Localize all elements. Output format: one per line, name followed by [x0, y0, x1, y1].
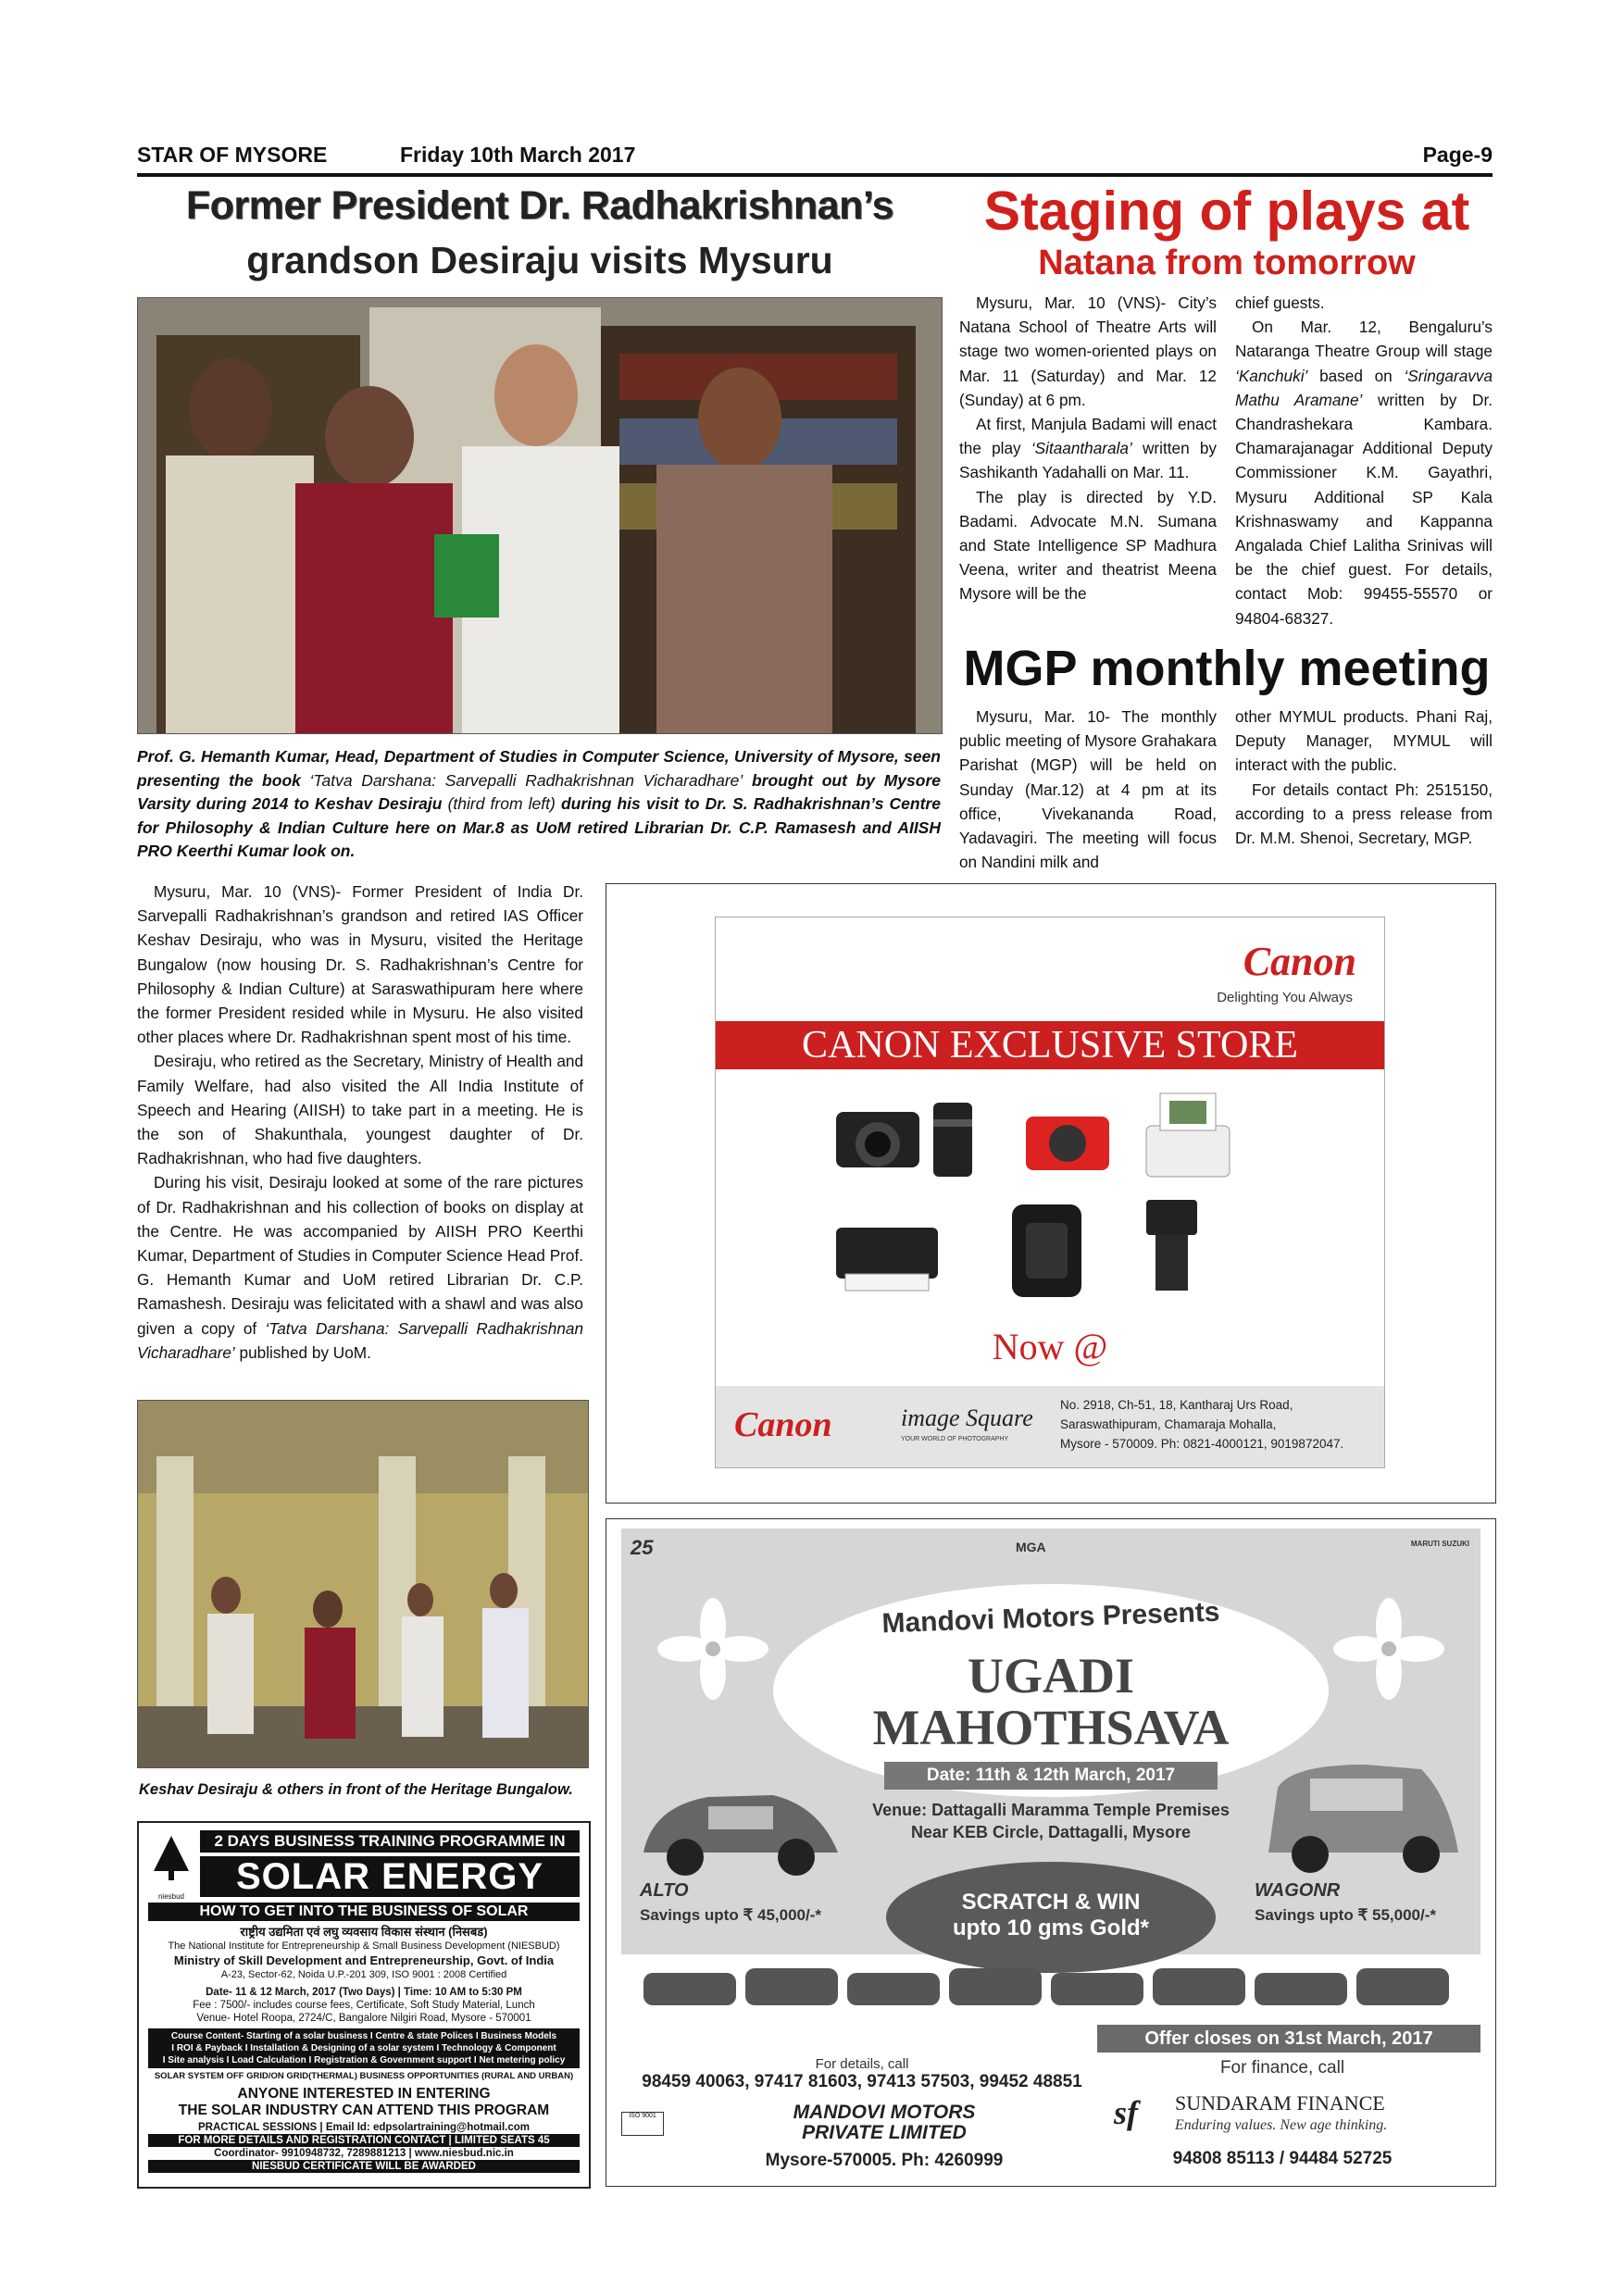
- story3-col-a: [959, 705, 1217, 874]
- solar-line18: FOR MORE DETAILS AND REGISTRATION CONTACT | LIMITED SEATS 45: [148, 2134, 580, 2147]
- zoom-lens-icon: [933, 1103, 972, 1177]
- alto-savings: Savings upto ₹ 45,000/-*: [640, 1906, 821, 1924]
- compact-camera-icon: [1026, 1117, 1109, 1170]
- solar-line4: राष्ट्रीय उद्यमिता एवं लघु व्यवसाय विकास संस्थान (निसबड): [240, 1925, 488, 1939]
- story1-body: [137, 880, 583, 1365]
- finance-label: For finance, call: [1219, 2058, 1345, 2078]
- image-square-sub: YOUR WORLD OF PHOTOGRAPHY: [901, 1436, 1009, 1442]
- solar-line7: A-23, Sector-62, Noida U.P.-201 309, ISO 9001 : 2008 Certified: [220, 1968, 507, 1980]
- story2-play-title: ‘Kanchuki’: [1235, 366, 1308, 385]
- solar-line13: I Site analysis I Load Calculation I Registration & Government support I Net metering policy: [162, 2055, 566, 2065]
- solar-line5: The National Institute for Entrepreneurship & Small Business Development (NIESBUD): [168, 1940, 560, 1952]
- story2-headline-line1: Staging of plays at: [983, 181, 1470, 242]
- ugadi-dates: Date: 11th & 12th March, 2017: [884, 1762, 1218, 1790]
- canon-ad: [606, 883, 1496, 1504]
- dslr-camera-icon: [836, 1112, 919, 1167]
- image-square-logo: image Square: [901, 1404, 1033, 1431]
- solar-line2: SOLAR ENERGY: [200, 1856, 580, 1897]
- story2-headline-line2: Natana from tomorrow: [1038, 243, 1416, 282]
- story2-play-title: ‘Sitaantharala’: [1031, 439, 1132, 458]
- canon-products: [827, 1084, 1271, 1306]
- solar-line17: PRACTICAL SESSIONS | Email Id: edpsolartraining@hotmail.com: [198, 2122, 530, 2133]
- solar-line16: THE SOLAR INDUSTRY CAN ATTEND THIS PROGRAM: [178, 2103, 550, 2118]
- ugadi-title: UGADI: [967, 1648, 1134, 1703]
- photo-book-presentation-image: [138, 298, 942, 733]
- niesbud-logo-text: niesbud: [157, 1892, 185, 1901]
- solar-line10: Venue- Hotel Roopa, 2724/C, Bangalore Nilgiri Road, Mysore - 570001: [196, 2013, 531, 2024]
- photo-heritage-bungalow-image: [138, 1401, 588, 1767]
- flower-decoration-icon: [1329, 1593, 1449, 1704]
- story2-col-a: [959, 291, 1217, 606]
- mandovi-ad: [606, 1518, 1496, 2187]
- story1-headline-line2: grandson Desiraju visits Mysuru: [246, 239, 833, 281]
- story2-text: based on: [1307, 366, 1405, 385]
- issue-date: Friday 10th March 2017: [400, 143, 636, 167]
- story2-text: written by Dr. Chandrashekara Kambara. Chamarajanagar Additional Deputy Commissioner K.M. Gayathri, Mysuru Additional SP Kala Krishnaswamy and Kappanna Angalada Chief Lalitha Srinivas will be the chief guest. For details, contact Mob: 99455-55570 or 94804-68327.: [1235, 390, 1493, 628]
- mandovi-presents: Mandovi Motors Presents: [881, 1596, 1220, 1640]
- mandovi-address: Mysore-570005. Ph: 4260999: [765, 2151, 1004, 2170]
- solar-line15: ANYONE INTERESTED IN ENTERING: [237, 2086, 491, 2102]
- photo-caption: [137, 745, 941, 864]
- niesbud-logo: [150, 1834, 193, 1901]
- paper-name: STAR OF MYSORE: [137, 143, 328, 167]
- anniversary-badge: 25: [631, 1536, 654, 1559]
- mga-logo: MGA: [1016, 1540, 1046, 1554]
- solar-ad: [137, 1821, 591, 2189]
- scratch-line1: SCRATCH & WIN: [961, 1890, 1141, 1915]
- canon-address2: Saraswathipuram, Chamaraja Mohalla,: [1060, 1417, 1277, 1431]
- story3-para: For details contact Ph: 2515150, according to a press release from Dr. M.M. Shenoi, Secretary, MGP.: [1235, 780, 1493, 848]
- solar-line9: Fee : 7500/- includes course fees, Certificate, Soft Study Material, Lunch: [193, 2000, 535, 2011]
- story1-para: Mysuru, Mar. 10 (VNS)- Former President of India Dr. Sarvepalli Radhakrishnan’s grandson and retired IAS Officer Keshav Desiraju, who was in Mysuru, visited the Heritage Bungalow (now housing Dr. S. Radhakrishnan’s Centre for Philosophy & Indian Culture) at Saraswathipuram here where the former President resided while in Mysuru. He also visited other places where Dr. Radhakrishnan spent most of his time.: [137, 882, 583, 1047]
- iso-badge: ISO 9001: [621, 2112, 664, 2136]
- mandovi-company-line1: MANDOVI MOTORS: [793, 2102, 976, 2123]
- story1-book-title: ‘Tatva Darshana: Sarvepalli Radhakrishnan Vicharadhare’: [137, 1318, 584, 1362]
- header-rule: [137, 173, 1493, 177]
- solar-line12: I ROI & Payback I Installation & Designing of a solar system I Technology & Component: [171, 2043, 556, 2053]
- canon-address1: No. 2918, Ch-51, 18, Kantharaj Urs Road,: [1060, 1398, 1293, 1412]
- wagonr-logo: WAGONR: [1255, 1880, 1341, 1901]
- canon-footer: [716, 1386, 1384, 1467]
- caption-part: Prof. G. Hemanth Kumar, Head, Department of Studies in Computer Science, University of Mysore, seen presenting the book: [137, 747, 941, 790]
- solar-line14: SOLAR SYSTEM OFF GRID/ON GRID(THERMAL) BUSINESS OPPORTUNITIES (RURAL AND URBAN): [154, 2071, 574, 2081]
- story3-para: Mysuru, Mar. 10- The monthly public meeting of Mysore Grahakara Parishat (MGP) will be held on Sunday (Mar.12) at 4 pm at its office, Vivekananda Road, Yadavagiri. The meeting will focus on Nandini milk and: [959, 707, 1217, 872]
- story3-para: other MYMUL products. Phani Raj, Deputy Manager, MYMUL will interact with the public.: [1235, 707, 1493, 775]
- alto-logo: ALTO: [640, 1880, 689, 1901]
- mandovi-company-line2: PRIVATE LIMITED: [802, 2122, 967, 2143]
- canon-banner: CANON EXCLUSIVE STORE: [716, 1021, 1384, 1069]
- story3-headline: MGP monthly meeting: [963, 641, 1491, 696]
- solar-line20: NIESBUD CERTIFICATE WILL BE AWARDED: [148, 2160, 580, 2173]
- flower-decoration-icon: [653, 1593, 773, 1704]
- finance-phones: 94808 85113 / 94484 52725: [1172, 2149, 1393, 2168]
- caption-book-title: ‘Tatva Darshana: Sarvepalli Radhakrishnan Vicharadhare’: [309, 770, 743, 790]
- solar-line8: Date- 11 & 12 March, 2017 (Two Days) | Time: 10 AM to 5:30 PM: [206, 1987, 522, 1998]
- details-label: For details, call: [815, 2056, 909, 2072]
- caption-part: brought out by Mysore Varsity during 2014 to Keshav Desiraju: [137, 770, 941, 813]
- story2-para: The play is directed by Y.D. Badami. Advocate M.N. Sumana and State Intelligence SP Madhura Veena, writer and theatrist Meena Mysore will be the: [959, 487, 1217, 604]
- story1-text: During his visit, Desiraju looked at some of the rare pictures of Dr. Radhakrishnan and his collection of books on display at the Centre. He was accompanied by AIISH PRO Keerthi Kumar, Department of Studies in Computer Science Head Prof. G. Hemanth Kumar and UoM retired Librarian Dr. C.P. Ramashesh. Desiraju was felicitated with a shawl and was also given a copy of: [137, 1173, 583, 1338]
- inkjet-printer-icon: [836, 1228, 938, 1291]
- speedlite-flash-icon: [1146, 1200, 1197, 1291]
- page-number: Page-9: [1422, 143, 1493, 167]
- story2-para: [1235, 315, 1493, 630]
- sundaram-logo: sf: [1114, 2094, 1138, 2131]
- maruti-logo: MARUTI SUZUKI: [1410, 1540, 1469, 1548]
- wagonr-savings: Savings upto ₹ 55,000/-*: [1255, 1906, 1436, 1924]
- niesbud-logo-icon: [150, 1834, 193, 1888]
- canon-now: Now @: [992, 1326, 1108, 1367]
- story1-headline-line1: Former President Dr. Radhakrishnan’s: [185, 183, 894, 228]
- solar-line19: Coordinator- 9910948732, 7289881213 | www.niesbud.nic.in: [214, 2148, 514, 2159]
- canon-footer-logo: Canon: [734, 1405, 832, 1444]
- story2-text: At first, Manjula Badami will enact the play: [959, 415, 1217, 458]
- offer-closes: Offer closes on 31st March, 2017: [1097, 2025, 1480, 2053]
- caption-note: (third from left): [447, 794, 556, 813]
- venue-line2: Near KEB Circle, Dattagalli, Mysore: [910, 1823, 1192, 1841]
- story1-para: Desiraju, who retired as the Secretary, Ministry of Health and Family Welfare, had also visited the All India Institute of Speech and Hearing (AIISH) to take part in a meeting. He is the son of Shakunthala, youngest daughter of Dr. Radhakrishnan, who had five daughters.: [137, 1052, 583, 1168]
- car-lineup-icon: [643, 1954, 1458, 2019]
- sundaram-tagline: Enduring values. New age thinking.: [1175, 2117, 1388, 2133]
- story2-book-title: ‘Sringaravva Mathu Aramane’: [1235, 366, 1493, 409]
- solar-line6: Ministry of Skill Development and Entrepreneurship, Govt. of India: [173, 1953, 555, 1967]
- wagonr-car-icon: [1255, 1751, 1468, 1880]
- story2-text: written by Sashikanth Yadahalli on Mar. 11.: [959, 439, 1217, 482]
- caption-part: during his visit to Dr. S. Radhakrishnan’s Centre for Philosophy & Indian Culture here on Mar.8 as UoM retired Librarian Dr. C.P. Ramasesh and AIISH PRO Keerthi Kumar look on.: [137, 794, 941, 860]
- canon-tagline: Delighting You Always: [1217, 990, 1353, 1005]
- story3-col-b: [1235, 705, 1493, 850]
- scratch-line2: upto 10 gms Gold*: [952, 1915, 1149, 1940]
- alto-car-icon: [634, 1769, 847, 1880]
- sundaram-name: SUNDARAM FINANCE: [1175, 2091, 1385, 2115]
- canon-logo: Canon: [1243, 939, 1356, 984]
- story1-para: [137, 1170, 583, 1365]
- mahothsava-title: MAHOTHSAVA: [872, 1700, 1230, 1755]
- solar-line3: HOW TO GET INTO THE BUSINESS OF SOLAR: [148, 1903, 580, 1921]
- photo-printer-icon: [1146, 1093, 1230, 1177]
- canon-address3: Mysore - 570009. Ph: 0821-4000121, 9019872047.: [1060, 1437, 1344, 1451]
- story2-para: [959, 412, 1217, 485]
- details-phones: 98459 40063, 97417 81603, 97413 57503, 99452 48851: [642, 2072, 1082, 2091]
- solar-line1: 2 DAYS BUSINESS TRAINING PROGRAMME IN: [200, 1830, 580, 1853]
- story2-para: Mysuru, Mar. 10 (VNS)- City’s Natana School of Theatre Arts will stage two women-oriented plays on Mar. 11 (Saturday) and Mar. 12 (Sunday) at 6 pm.: [959, 293, 1217, 409]
- story1-text: published by UoM.: [234, 1342, 371, 1362]
- photo2-caption: Keshav Desiraju & others in front of the Heritage Bungalow.: [139, 1781, 573, 1798]
- camera-backpack-icon: [1012, 1204, 1081, 1297]
- story2-col-b: [1235, 291, 1493, 630]
- venue-line1: Venue: Dattagalli Maramma Temple Premises: [872, 1801, 1230, 1819]
- canon-ad-panel: [715, 917, 1385, 1468]
- story2-text: On Mar. 12, Bengaluru’s Nataranga Theatre Group will stage: [1235, 318, 1493, 361]
- story2-para: chief guests.: [1235, 293, 1325, 312]
- photo-heritage-bungalow: [137, 1400, 589, 1768]
- solar-line11: Course Content- Starting of a solar business I Centre & state Polices I Business Models: [170, 2031, 557, 2041]
- photo-book-presentation: [137, 297, 943, 734]
